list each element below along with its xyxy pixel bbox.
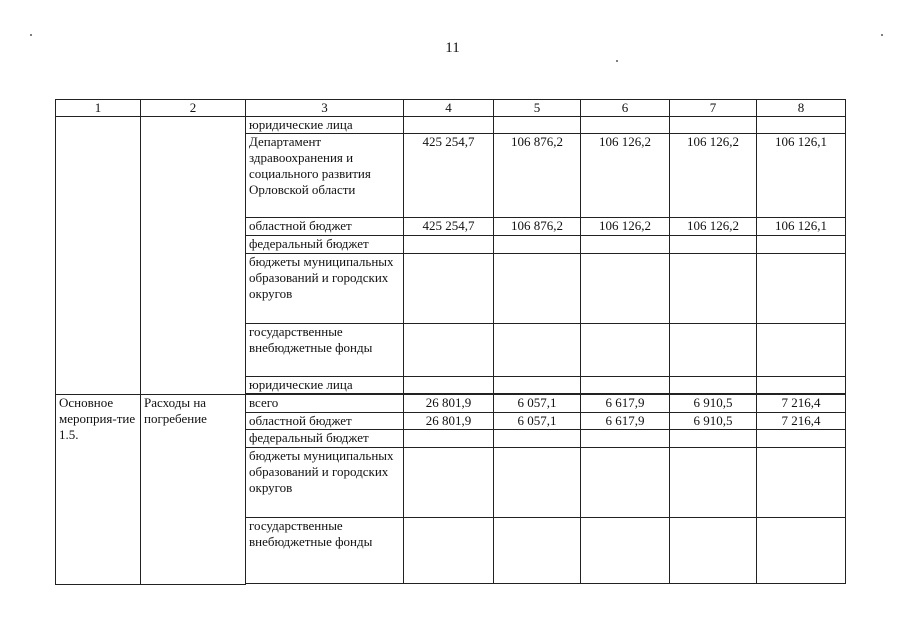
table-row xyxy=(56,117,846,134)
source-label: областной бюджет xyxy=(246,413,404,430)
value-cell: 425 254,7 xyxy=(404,218,494,236)
value-cell xyxy=(757,324,846,377)
value-cell xyxy=(494,236,581,254)
header-cell-5: 5 xyxy=(494,100,581,117)
source-label: федеральный бюджет xyxy=(246,430,404,448)
value-cell xyxy=(757,236,846,254)
value-cell: 26 801,9 xyxy=(404,413,494,430)
title-cell: Расходы на погребение xyxy=(141,395,246,585)
source-label: всего xyxy=(246,395,404,413)
header-cell-2: 2 xyxy=(141,100,246,117)
value-cell: 425 254,7 xyxy=(404,134,494,218)
value-cell xyxy=(670,430,757,448)
value-cell xyxy=(581,377,670,394)
header-cell-4: 4 xyxy=(404,100,494,117)
value-cell: 6 057,1 xyxy=(494,413,581,430)
value-cell xyxy=(494,377,581,394)
header-cell-3: 3 xyxy=(246,100,404,117)
value-cell xyxy=(404,377,494,394)
value-cell xyxy=(581,254,670,324)
source-label: юридические лица xyxy=(246,117,404,134)
header-cell-1: 1 xyxy=(56,100,141,117)
value-cell: 106 126,2 xyxy=(581,218,670,236)
source-label: бюджеты муниципальных образований и городских округов xyxy=(246,448,404,518)
value-cell: 6 910,5 xyxy=(670,395,757,413)
value-cell xyxy=(757,448,846,518)
source-label: Департамент здравоохранения и социального развития Орловской области xyxy=(246,134,404,218)
value-cell xyxy=(670,254,757,324)
value-cell xyxy=(404,518,494,584)
value-cell xyxy=(757,117,846,134)
value-cell: 106 126,2 xyxy=(581,134,670,218)
value-cell xyxy=(404,430,494,448)
value-cell: 7 216,4 xyxy=(757,413,846,430)
header-row xyxy=(56,100,846,117)
value-cell xyxy=(494,518,581,584)
value-cell xyxy=(404,254,494,324)
scan-speck xyxy=(30,34,32,36)
value-cell xyxy=(581,448,670,518)
value-cell: 6 057,1 xyxy=(494,395,581,413)
value-cell xyxy=(494,430,581,448)
source-label: бюджеты муниципальных образований и городских округов xyxy=(246,254,404,324)
value-cell xyxy=(494,324,581,377)
value-cell xyxy=(404,236,494,254)
value-cell: 106 876,2 xyxy=(494,218,581,236)
value-cell xyxy=(404,448,494,518)
header-cell-7: 7 xyxy=(670,100,757,117)
source-label: областной бюджет xyxy=(246,218,404,236)
value-cell: 106 876,2 xyxy=(494,134,581,218)
value-cell xyxy=(581,430,670,448)
value-cell: 6 910,5 xyxy=(670,413,757,430)
value-cell xyxy=(581,117,670,134)
value-cell xyxy=(581,324,670,377)
header-cell-8: 8 xyxy=(757,100,846,117)
value-cell: 7 216,4 xyxy=(757,395,846,413)
title-cell-empty xyxy=(141,117,246,395)
value-cell xyxy=(670,117,757,134)
scan-speck xyxy=(881,34,883,36)
measure-cell: Основное мероприя-тие 1.5. xyxy=(56,395,141,585)
source-label: государственные внебюджетные фонды xyxy=(246,324,404,377)
scan-speck xyxy=(616,60,618,62)
value-cell xyxy=(404,324,494,377)
measure-cell-empty xyxy=(56,117,141,395)
value-cell xyxy=(494,448,581,518)
value-cell xyxy=(670,518,757,584)
value-cell xyxy=(404,117,494,134)
budget-table xyxy=(55,99,846,585)
value-cell xyxy=(757,377,846,394)
header-cell-6: 6 xyxy=(581,100,670,117)
value-cell xyxy=(494,254,581,324)
value-cell xyxy=(670,448,757,518)
value-cell: 106 126,1 xyxy=(757,218,846,236)
value-cell xyxy=(581,236,670,254)
table-row xyxy=(56,395,846,413)
value-cell xyxy=(757,254,846,324)
source-label: федеральный бюджет xyxy=(246,236,404,254)
value-cell xyxy=(757,518,846,584)
value-cell: 6 617,9 xyxy=(581,413,670,430)
value-cell xyxy=(494,117,581,134)
page-number: 11 xyxy=(445,40,460,56)
value-cell xyxy=(670,236,757,254)
value-cell xyxy=(581,518,670,584)
source-label: юридические лица xyxy=(246,377,404,394)
value-cell: 106 126,1 xyxy=(757,134,846,218)
value-cell xyxy=(670,324,757,377)
value-cell: 26 801,9 xyxy=(404,395,494,413)
value-cell: 106 126,2 xyxy=(670,134,757,218)
value-cell: 6 617,9 xyxy=(581,395,670,413)
value-cell xyxy=(757,430,846,448)
value-cell: 106 126,2 xyxy=(670,218,757,236)
source-label: государственные внебюджетные фонды xyxy=(246,518,404,584)
value-cell xyxy=(670,377,757,394)
